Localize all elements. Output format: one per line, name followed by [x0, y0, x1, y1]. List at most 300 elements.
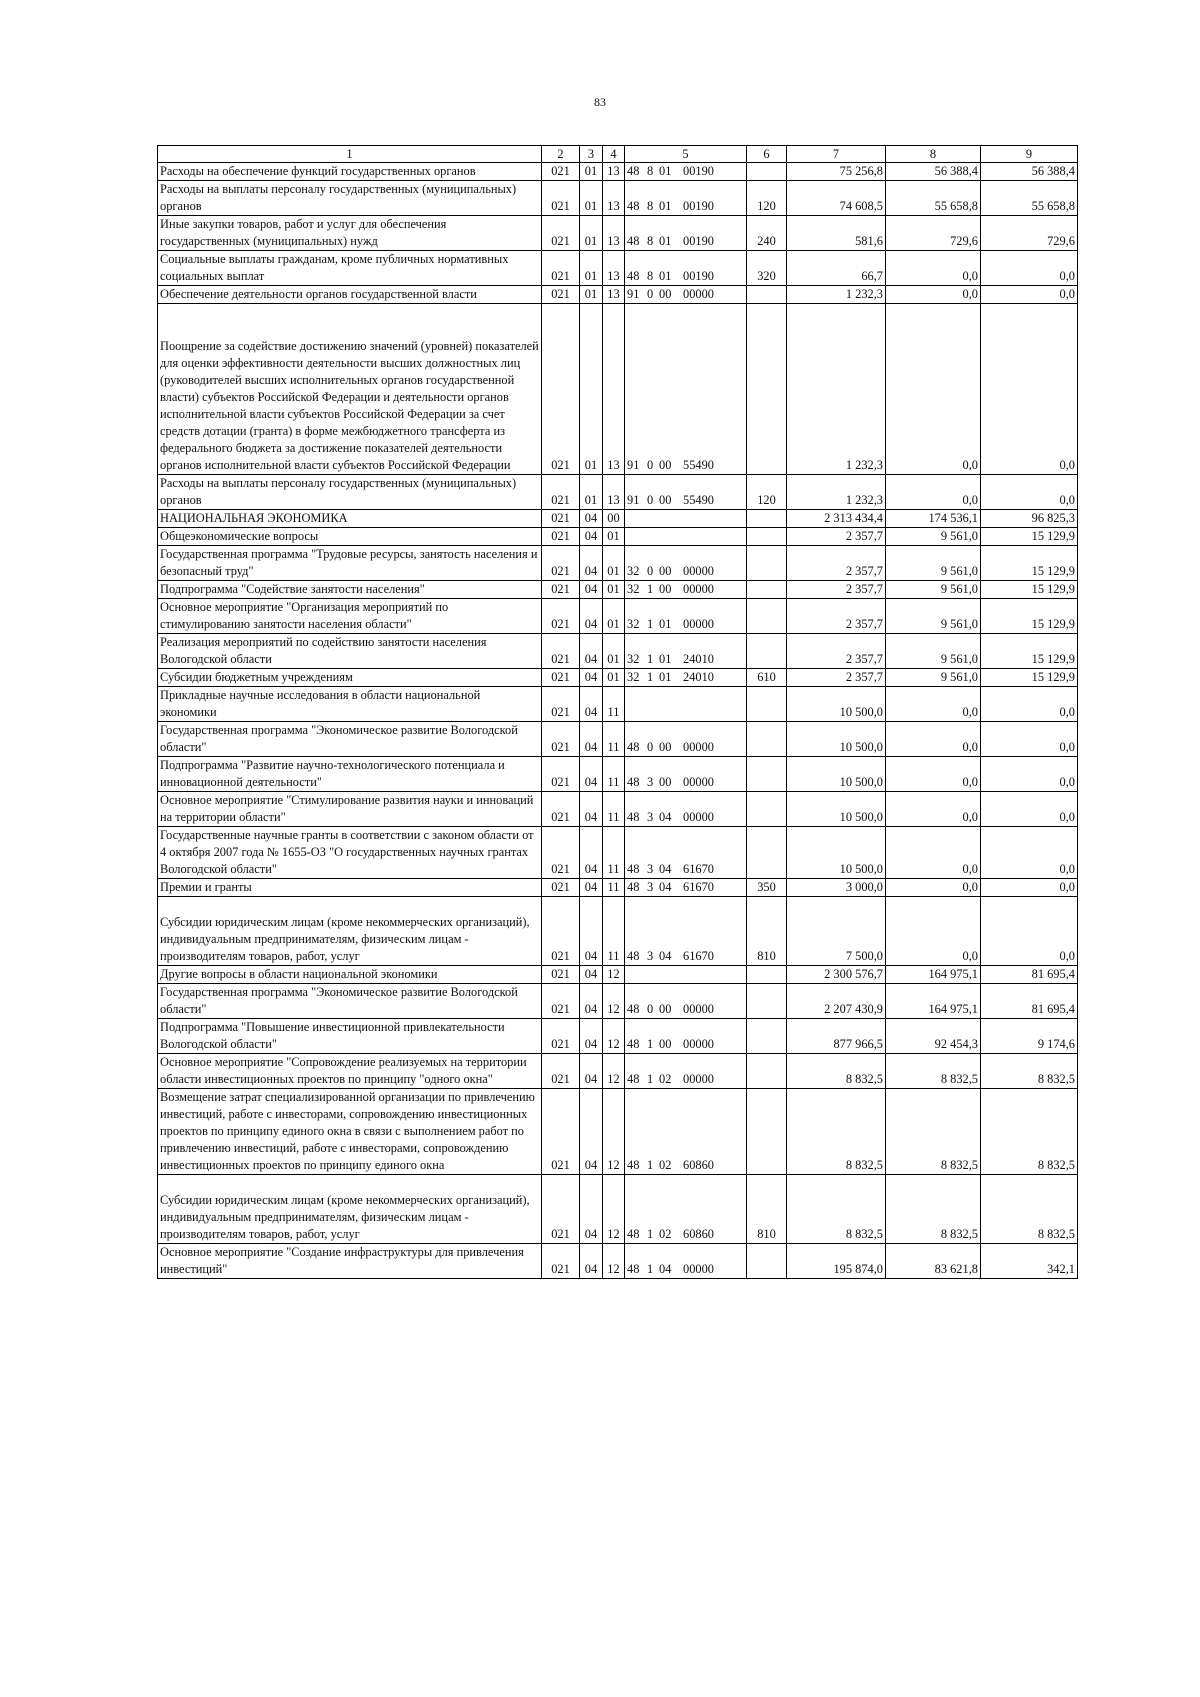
amount-col8: 8 832,5: [886, 1175, 981, 1244]
amount-col7: 2 313 434,4: [787, 510, 886, 528]
table-row: [158, 669, 1078, 687]
csr-part: 0: [647, 1002, 654, 1016]
amount-col9: 0,0: [981, 251, 1078, 286]
code-csr: [625, 966, 747, 984]
header-cell: 2: [542, 146, 580, 163]
row-name-text: Субсидии юридическим лицам (кроме некоммерческих организаций), индивидуальным предпринимателям, физическим лицам - производителям товаров, работ, услуг: [160, 915, 530, 963]
csr-part: 48: [627, 269, 640, 283]
code-vr: [747, 163, 787, 181]
csr-part: 60860: [683, 1227, 714, 1241]
row-name: [158, 528, 542, 546]
csr-part: 04: [659, 880, 672, 894]
code-csr: [625, 722, 747, 757]
table-row: [158, 792, 1078, 827]
amount-col9: 0,0: [981, 757, 1078, 792]
amount-col7: 2 357,7: [787, 528, 886, 546]
code-csr: [625, 984, 747, 1019]
code-pr: 11: [603, 687, 625, 722]
csr-part: 00: [659, 564, 672, 578]
amount-col9: 342,1: [981, 1244, 1078, 1279]
csr-part: 00000: [683, 582, 714, 596]
code-vr: [747, 1054, 787, 1089]
code-vr: [747, 304, 787, 475]
amount-col9: 15 129,9: [981, 599, 1078, 634]
code-gr: 021: [542, 792, 580, 827]
row-name: [158, 879, 542, 897]
amount-col9: 8 832,5: [981, 1089, 1078, 1175]
csr-part: 24010: [683, 652, 714, 666]
code-gr: 021: [542, 984, 580, 1019]
code-rz: 04: [580, 1244, 603, 1279]
csr-part: 48: [627, 164, 640, 178]
code-csr: [625, 216, 747, 251]
code-rz: 04: [580, 966, 603, 984]
csr-part: 00: [659, 458, 672, 472]
code-gr: 021: [542, 475, 580, 510]
csr-part: 02: [659, 1072, 672, 1086]
code-gr: 021: [542, 634, 580, 669]
code-rz: 04: [580, 634, 603, 669]
code-rz: 04: [580, 546, 603, 581]
code-gr: 021: [542, 546, 580, 581]
code-csr: [625, 1054, 747, 1089]
code-rz: 04: [580, 581, 603, 599]
amount-col8: 174 536,1: [886, 510, 981, 528]
amount-col9: 0,0: [981, 286, 1078, 304]
csr-part: 91: [627, 493, 640, 507]
csr-part: 01: [659, 652, 672, 666]
code-pr: 13: [603, 163, 625, 181]
csr-part: 00190: [683, 234, 714, 248]
code-gr: 021: [542, 286, 580, 304]
csr-part: 48: [627, 1072, 640, 1086]
amount-col7: 2 357,7: [787, 599, 886, 634]
code-rz: 04: [580, 897, 603, 966]
amount-col8: 56 388,4: [886, 163, 981, 181]
code-pr: 12: [603, 966, 625, 984]
amount-col8: 83 621,8: [886, 1244, 981, 1279]
table-row: [158, 546, 1078, 581]
code-pr: 01: [603, 599, 625, 634]
table-row: [158, 687, 1078, 722]
table-row: [158, 581, 1078, 599]
table-row: [158, 251, 1078, 286]
code-pr: 01: [603, 528, 625, 546]
csr-part: 3: [647, 949, 654, 963]
csr-part: 61670: [683, 880, 714, 894]
code-csr: [625, 827, 747, 879]
code-rz: 04: [580, 792, 603, 827]
csr-part: 55490: [683, 458, 714, 472]
csr-part: 32: [627, 652, 640, 666]
amount-col8: 92 454,3: [886, 1019, 981, 1054]
code-gr: 021: [542, 304, 580, 475]
code-rz: 04: [580, 510, 603, 528]
csr-part: 01: [659, 269, 672, 283]
amount-col9: 0,0: [981, 792, 1078, 827]
row-name-text: Реализация мероприятий по содействию занятости населения Вологодской области: [160, 635, 487, 666]
code-csr: [625, 1019, 747, 1054]
table-row: [158, 599, 1078, 634]
amount-col8: 9 561,0: [886, 634, 981, 669]
code-gr: 021: [542, 599, 580, 634]
code-rz: 04: [580, 1089, 603, 1175]
csr-part: 8: [647, 234, 654, 248]
code-gr: 021: [542, 897, 580, 966]
budget-table: [157, 145, 1078, 1279]
code-csr: [625, 1175, 747, 1244]
code-pr: 01: [603, 634, 625, 669]
amount-col9: 15 129,9: [981, 634, 1078, 669]
row-name: [158, 1089, 542, 1175]
csr-part: 00: [659, 582, 672, 596]
row-name: [158, 304, 542, 475]
amount-col7: 7 500,0: [787, 897, 886, 966]
amount-col7: 2 207 430,9: [787, 984, 886, 1019]
row-name-text: Другие вопросы в области национальной экономики: [160, 967, 438, 981]
csr-part: 1: [647, 1037, 654, 1051]
csr-part: 00190: [683, 164, 714, 178]
code-pr: 12: [603, 1244, 625, 1279]
csr-part: 48: [627, 1002, 640, 1016]
row-name-text: Государственная программа "Экономическое развитие Вологодской области": [160, 985, 518, 1016]
table-row: [158, 1019, 1078, 1054]
row-name-text: Основное мероприятие "Сопровождение реализуемых на территории области инвестиционных проектов по принципу "одного окна": [160, 1055, 527, 1086]
code-gr: 021: [542, 1244, 580, 1279]
row-name-text: Основное мероприятие "Стимулирование развития науки и инноваций на территории области": [160, 793, 534, 824]
row-name: [158, 163, 542, 181]
code-pr: 12: [603, 1054, 625, 1089]
csr-part: 48: [627, 880, 640, 894]
table-row: [158, 634, 1078, 669]
code-csr: [625, 897, 747, 966]
amount-col7: 8 832,5: [787, 1175, 886, 1244]
row-name: [158, 216, 542, 251]
table-row: [158, 181, 1078, 216]
amount-col7: 75 256,8: [787, 163, 886, 181]
row-name: [158, 1244, 542, 1279]
csr-part: 60860: [683, 1158, 714, 1172]
code-pr: 12: [603, 1175, 625, 1244]
header-cell: 6: [747, 146, 787, 163]
code-vr: [747, 757, 787, 792]
code-pr: 01: [603, 546, 625, 581]
code-vr: [747, 1089, 787, 1175]
csr-part: 48: [627, 740, 640, 754]
csr-part: 0: [647, 493, 654, 507]
table-row: [158, 510, 1078, 528]
amount-col8: 0,0: [886, 792, 981, 827]
amount-col9: 9 174,6: [981, 1019, 1078, 1054]
amount-col9: 81 695,4: [981, 966, 1078, 984]
csr-part: 00: [659, 1037, 672, 1051]
csr-part: 32: [627, 617, 640, 631]
code-rz: 04: [580, 1054, 603, 1089]
code-gr: 021: [542, 1054, 580, 1089]
table-row: [158, 879, 1078, 897]
code-csr: [625, 757, 747, 792]
amount-col9: 0,0: [981, 879, 1078, 897]
amount-col9: 55 658,8: [981, 181, 1078, 216]
code-vr: [747, 634, 787, 669]
table-row: [158, 722, 1078, 757]
code-pr: 11: [603, 792, 625, 827]
code-vr: [747, 687, 787, 722]
amount-col7: 2 357,7: [787, 634, 886, 669]
amount-col8: 729,6: [886, 216, 981, 251]
amount-col7: 10 500,0: [787, 722, 886, 757]
csr-part: 48: [627, 199, 640, 213]
row-name: [158, 581, 542, 599]
table-row: [158, 528, 1078, 546]
row-name: [158, 286, 542, 304]
csr-part: 02: [659, 1158, 672, 1172]
amount-col7: 195 874,0: [787, 1244, 886, 1279]
code-vr: 120: [747, 475, 787, 510]
amount-col8: 0,0: [886, 757, 981, 792]
amount-col7: 2 357,7: [787, 546, 886, 581]
code-csr: [625, 879, 747, 897]
table-row: [158, 757, 1078, 792]
amount-col8: 0,0: [886, 897, 981, 966]
code-gr: 021: [542, 722, 580, 757]
csr-part: 00: [659, 493, 672, 507]
csr-part: 48: [627, 810, 640, 824]
csr-part: 48: [627, 1227, 640, 1241]
code-csr: [625, 634, 747, 669]
code-rz: 04: [580, 879, 603, 897]
amount-col8: 0,0: [886, 251, 981, 286]
csr-part: 00: [659, 287, 672, 301]
amount-col7: 2 357,7: [787, 669, 886, 687]
row-name-text: Общеэкономические вопросы: [160, 529, 319, 543]
csr-part: 00: [659, 775, 672, 789]
row-name-text: Государственная программа "Экономическое развитие Вологодской области": [160, 723, 518, 754]
csr-part: 48: [627, 1158, 640, 1172]
csr-part: 91: [627, 287, 640, 301]
amount-col7: 1 232,3: [787, 475, 886, 510]
csr-part: 01: [659, 234, 672, 248]
code-gr: 021: [542, 181, 580, 216]
csr-part: 24010: [683, 670, 714, 684]
amount-col8: 0,0: [886, 879, 981, 897]
code-gr: 021: [542, 669, 580, 687]
amount-col7: 10 500,0: [787, 757, 886, 792]
code-vr: [747, 792, 787, 827]
row-name-text: Основное мероприятие "Создание инфраструктуры для привлечения инвестиций": [160, 1245, 524, 1276]
amount-col7: 10 500,0: [787, 827, 886, 879]
code-vr: 240: [747, 216, 787, 251]
csr-part: 04: [659, 810, 672, 824]
code-csr: [625, 163, 747, 181]
code-rz: 01: [580, 304, 603, 475]
csr-part: 0: [647, 740, 654, 754]
code-vr: [747, 966, 787, 984]
csr-part: 3: [647, 810, 654, 824]
code-csr: [625, 181, 747, 216]
amount-col7: 10 500,0: [787, 792, 886, 827]
amount-col7: 1 232,3: [787, 304, 886, 475]
row-name-text: Премии и гранты: [160, 880, 252, 894]
code-rz: 04: [580, 757, 603, 792]
row-name-text: Поощрение за содействие достижению значений (уровней) показателей для оценки эффективности деятельности высших должностных лиц (руководителей высших исполнительных органов государственной власти) субъектов Российской Федерации и деятельности органов исполнительной власти субъектов Российской Федерации за счет средств дотации (гранта) в форме межбюджетного трансферта из федерального бюджета за достижение показателей деятельности органов исполнительной власти субъектов Российской Федерации: [160, 339, 539, 472]
code-csr: [625, 286, 747, 304]
code-csr: [625, 599, 747, 634]
row-name: [158, 827, 542, 879]
code-gr: 021: [542, 510, 580, 528]
row-name-text: Государственные научные гранты в соответствии с законом области от 4 октября 2007 года № 1655-ОЗ "О государственных научных грантах Вологодской области": [160, 828, 534, 876]
code-rz: 04: [580, 528, 603, 546]
row-name: [158, 1175, 542, 1244]
amount-col7: 1 232,3: [787, 286, 886, 304]
code-rz: 04: [580, 1175, 603, 1244]
csr-part: 3: [647, 775, 654, 789]
code-pr: 13: [603, 216, 625, 251]
code-rz: 04: [580, 827, 603, 879]
code-csr: [625, 528, 747, 546]
amount-col8: 0,0: [886, 827, 981, 879]
code-vr: [747, 984, 787, 1019]
code-gr: 021: [542, 827, 580, 879]
table-row: [158, 897, 1078, 966]
code-vr: [747, 581, 787, 599]
amount-col7: 74 608,5: [787, 181, 886, 216]
amount-col9: 96 825,3: [981, 510, 1078, 528]
row-name-text: Прикладные научные исследования в области национальной экономики: [160, 688, 481, 719]
code-csr: [625, 1089, 747, 1175]
amount-col8: 9 561,0: [886, 669, 981, 687]
amount-col9: 56 388,4: [981, 163, 1078, 181]
row-name: [158, 475, 542, 510]
code-gr: 021: [542, 216, 580, 251]
csr-part: 00000: [683, 1072, 714, 1086]
table-row: [158, 1175, 1078, 1244]
csr-part: 00000: [683, 1002, 714, 1016]
code-pr: 11: [603, 827, 625, 879]
amount-col8: 0,0: [886, 722, 981, 757]
amount-col8: 55 658,8: [886, 181, 981, 216]
code-gr: 021: [542, 581, 580, 599]
code-csr: [625, 546, 747, 581]
code-pr: 13: [603, 286, 625, 304]
code-rz: 04: [580, 669, 603, 687]
csr-part: 1: [647, 617, 654, 631]
amount-col8: 164 975,1: [886, 966, 981, 984]
row-name: [158, 1054, 542, 1089]
table-row: [158, 966, 1078, 984]
amount-col7: 2 357,7: [787, 581, 886, 599]
amount-col9: 8 832,5: [981, 1054, 1078, 1089]
code-rz: 04: [580, 687, 603, 722]
code-vr: [747, 1019, 787, 1054]
header-cell: 1: [158, 146, 542, 163]
code-gr: 021: [542, 757, 580, 792]
amount-col8: 9 561,0: [886, 599, 981, 634]
amount-col8: 8 832,5: [886, 1054, 981, 1089]
code-gr: 021: [542, 966, 580, 984]
amount-col9: 0,0: [981, 687, 1078, 722]
code-csr: [625, 475, 747, 510]
code-vr: [747, 1244, 787, 1279]
csr-part: 55490: [683, 493, 714, 507]
row-name-text: Основное мероприятие "Организация мероприятий по стимулированию занятости населения области": [160, 600, 449, 631]
code-vr: [747, 528, 787, 546]
csr-part: 48: [627, 1262, 640, 1276]
amount-col7: 877 966,5: [787, 1019, 886, 1054]
code-csr: [625, 581, 747, 599]
row-name-text: Государственная программа "Трудовые ресурсы, занятость населения и безопасный труд": [160, 547, 538, 578]
csr-part: 01: [659, 617, 672, 631]
table-row: [158, 475, 1078, 510]
code-pr: 11: [603, 757, 625, 792]
row-name-text: Субсидии юридическим лицам (кроме некоммерческих организаций), индивидуальным предпринимателям, физическим лицам - производителям товаров, работ, услуг: [160, 1193, 530, 1241]
amount-col7: 581,6: [787, 216, 886, 251]
amount-col9: 0,0: [981, 827, 1078, 879]
row-name: [158, 966, 542, 984]
csr-part: 0: [647, 458, 654, 472]
csr-part: 32: [627, 670, 640, 684]
code-pr: 13: [603, 475, 625, 510]
csr-part: 1: [647, 1262, 654, 1276]
code-csr: [625, 304, 747, 475]
code-pr: 00: [603, 510, 625, 528]
amount-col9: 0,0: [981, 897, 1078, 966]
table-header-row: [158, 146, 1078, 163]
code-vr: [747, 286, 787, 304]
csr-part: 3: [647, 880, 654, 894]
csr-part: 00: [659, 1002, 672, 1016]
csr-part: 04: [659, 862, 672, 876]
csr-part: 1: [647, 652, 654, 666]
row-name-text: НАЦИОНАЛЬНАЯ ЭКОНОМИКА: [160, 511, 348, 525]
code-vr: 350: [747, 879, 787, 897]
header-cell: 4: [603, 146, 625, 163]
amount-col8: 8 832,5: [886, 1089, 981, 1175]
code-gr: 021: [542, 879, 580, 897]
csr-part: 00000: [683, 617, 714, 631]
amount-col7: 2 300 576,7: [787, 966, 886, 984]
code-pr: 13: [603, 181, 625, 216]
code-rz: 01: [580, 216, 603, 251]
amount-col7: 66,7: [787, 251, 886, 286]
csr-part: 04: [659, 949, 672, 963]
header-cell: 9: [981, 146, 1078, 163]
row-name: [158, 546, 542, 581]
csr-part: 1: [647, 1158, 654, 1172]
table-row: [158, 1244, 1078, 1279]
amount-col9: 15 129,9: [981, 669, 1078, 687]
table-row: [158, 827, 1078, 879]
code-pr: 11: [603, 897, 625, 966]
amount-col8: 0,0: [886, 687, 981, 722]
amount-col7: 8 832,5: [787, 1089, 886, 1175]
amount-col9: 0,0: [981, 722, 1078, 757]
header-cell: 5: [625, 146, 747, 163]
row-name: [158, 757, 542, 792]
code-gr: 021: [542, 1089, 580, 1175]
csr-part: 91: [627, 458, 640, 472]
csr-part: 32: [627, 564, 640, 578]
csr-part: 00000: [683, 1262, 714, 1276]
amount-col8: 0,0: [886, 286, 981, 304]
header-cell: 8: [886, 146, 981, 163]
table-row: [158, 1089, 1078, 1175]
row-name: [158, 984, 542, 1019]
csr-part: 01: [659, 670, 672, 684]
code-rz: 04: [580, 722, 603, 757]
code-csr: [625, 687, 747, 722]
csr-part: 48: [627, 1037, 640, 1051]
